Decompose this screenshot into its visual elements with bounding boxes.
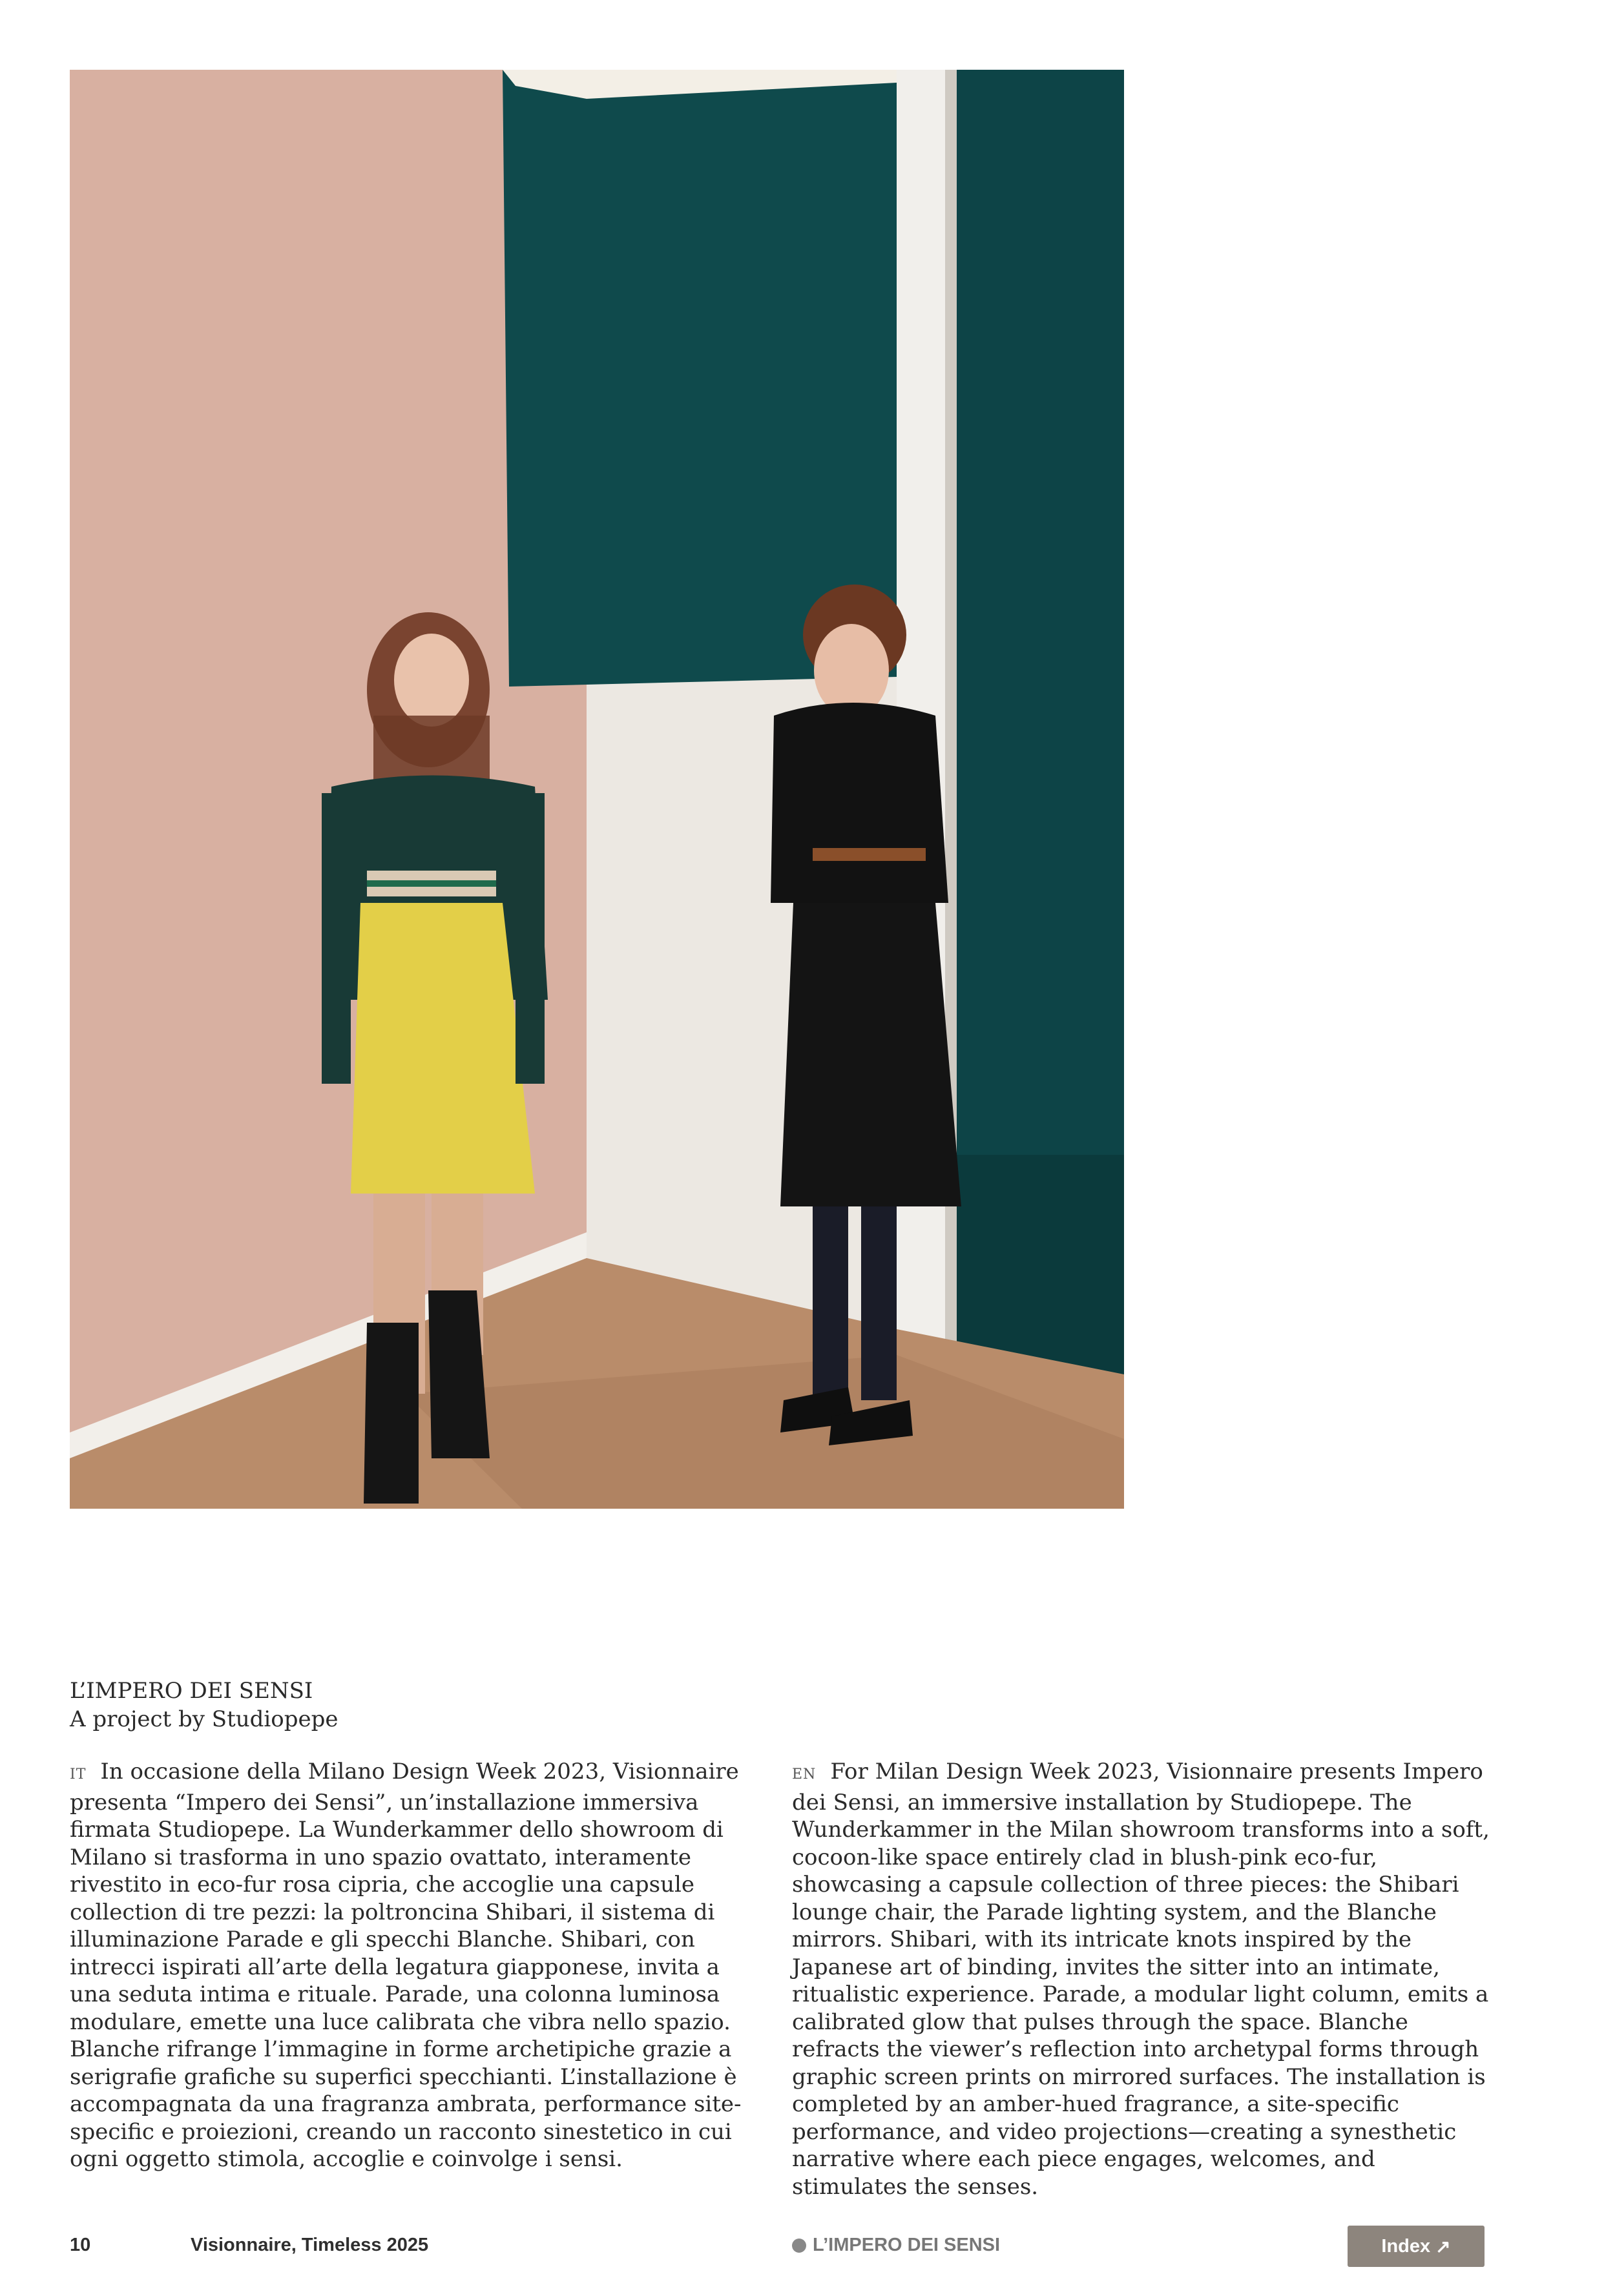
article-subtitle: A project by Studiopepe (70, 1706, 339, 1732)
arrow-up-right-icon: ↗ (1435, 2236, 1451, 2257)
section-name: L’IMPERO DEI SENSI (813, 2235, 1001, 2255)
italian-column (70, 1758, 767, 2173)
english-body-text: For Milan Design Week 2023, Visionnaire presents Impero dei Sensi, an immersive installation by Studiopepe. The Wunderkammer in the Milan showroom transforms into a soft, cocoon-like space entirely clad in blush-pink eco-fur, showcasing a capsule collection of three pieces: the Shibari lounge chair, the Parade lighting system, and the Blanche mirrors. Shibari, with its intricate knots inspired by the Japanese art of binding, invites the sitter into an intimate, ritualistic experience. Parade, a modular light column, emits a calibrated glow that pulses through the space. Blanche refracts the viewer’s reflection into archetypal forms through graphic screen prints on mirrored surfaces. The installation is completed by an amber-hued fragrance, a site-specific performance, and video projections—creating a synesthetic narrative where each piece engages, welcomes, and stimulates the senses. (792, 1759, 1490, 2200)
photo-illustration (70, 70, 1124, 1509)
article-heading (70, 1677, 780, 1733)
section-label (792, 2235, 1000, 2256)
dot-icon (792, 2239, 806, 2253)
index-button[interactable] (1348, 2226, 1485, 2267)
language-tag-it: IT (70, 1766, 87, 1783)
page-footer (0, 2222, 1615, 2267)
language-tag-en: EN (792, 1766, 817, 1783)
article-title: L’IMPERO DEI SENSI (70, 1678, 313, 1704)
english-column (792, 1758, 1490, 2200)
hero-photo (70, 70, 1124, 1509)
publication-name: Visionnaire, Timeless 2025 (191, 2235, 429, 2255)
italian-body-text: In occasione della Milano Design Week 2023, Visionnaire presenta “Impero dei Sensi”, un’installazione immersiva firmata Studiopepe. La Wunderkammer dello showroom di Milano si trasforma in uno spazio ovattato, interamente rivestito in eco-fur rosa cipria, che accoglie una capsule collection di tre pezzi: la poltroncina Shibari, il sistema di illuminazione Parade e gli specchi Blanche. Shibari, con intrecci ispirati all’arte della legatura giapponese, invita a una seduta intima e rituale. Parade, una colonna luminosa modulare, emette una luce calibrata che vibra nello spazio. Blanche rifrange l’immagine in forme archetipiche grazie a serigrafie grafiche su superfici specchianti. L’installazione è accompagnata da una fragranza ambrata, performance site-specific e proiezioni, creando un racconto sinestetico in cui ogni oggetto stimola, accoglie e coinvolge i sensi. (70, 1759, 742, 2172)
page-number: 10 (70, 2235, 91, 2255)
index-button-label: Index (1381, 2235, 1431, 2257)
